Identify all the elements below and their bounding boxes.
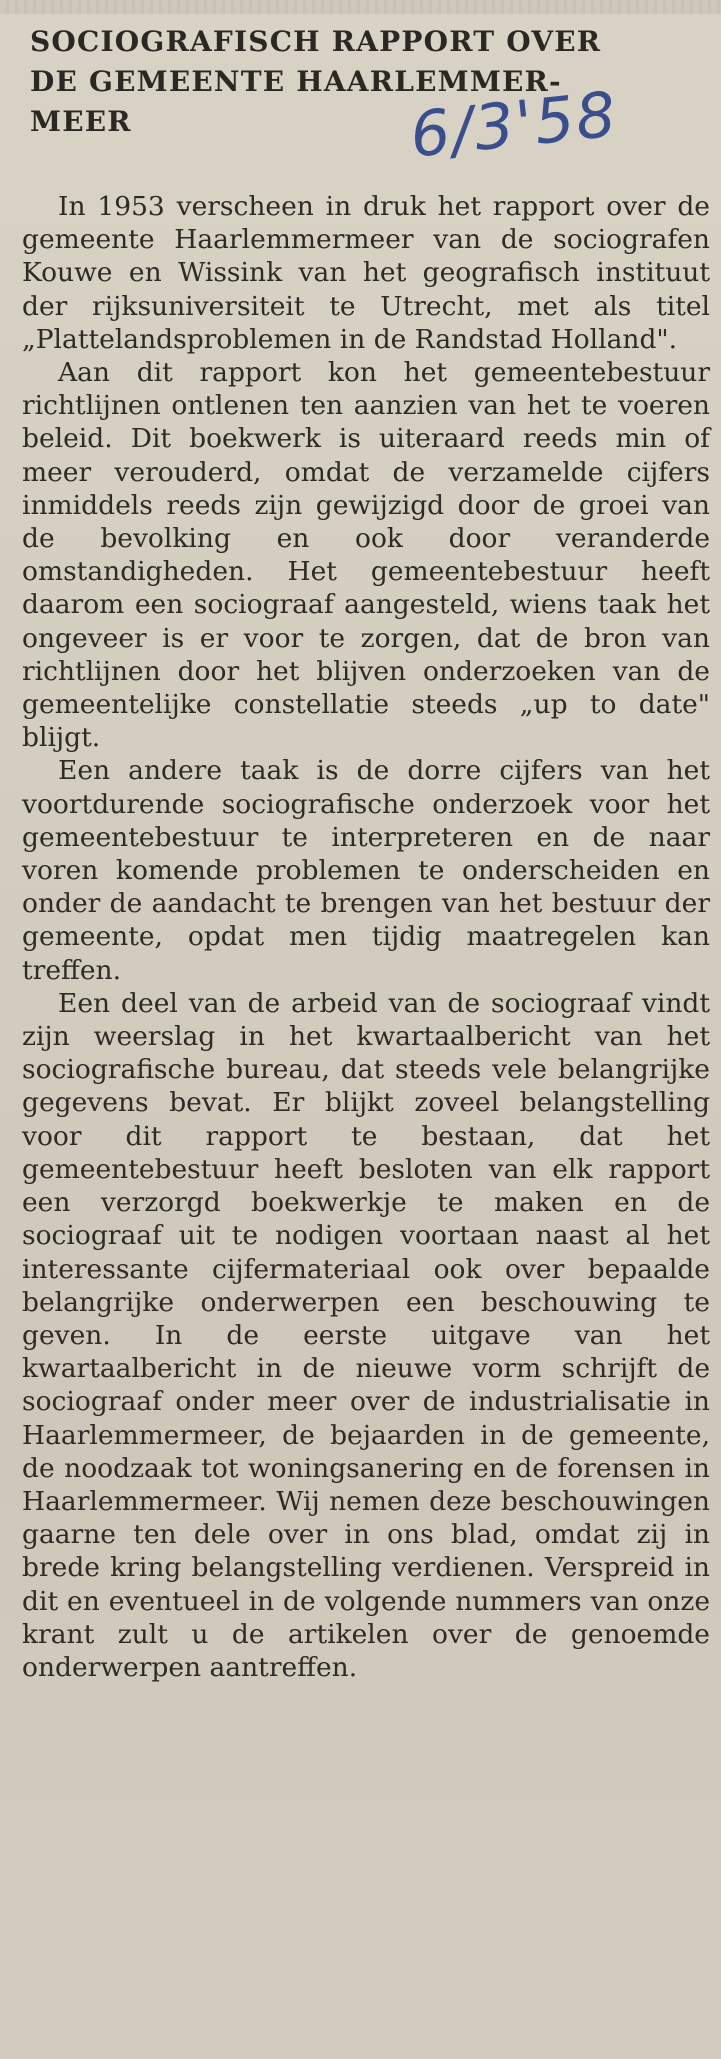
paragraph-4: Een deel van de arbeid van de sociograaf vindt zijn weerslag in het kwartaalbericht van het sociografische bureau, dat steeds vele belangrijke gegevens bevat. Er blijkt zoveel belangstelling voor dit rapport te bestaan, dat het gemeentebestuur heeft besloten van elk rapport een verzorgd boekwerkje te maken en de sociograaf uit te nodigen voortaan naast al het interessante cijfermateriaal ook over bepaalde belangrijke onderwerpen een beschouwing te geven. In de eerste uitgave van het kwartaalbericht in de nieuwe vorm schrijft de sociograaf onder meer over de industrialisatie in Haarlemmermeer, de bejaarden in de gemeente, de noodzaak tot woningsanering en de forensen in Haarlemmermeer. Wij nemen deze beschouwingen gaarne ten dele over in ons blad, omdat zij in brede kring belangstelling verdienen. Verspreid in dit en eventueel in de volgende nummers van onze krant zult u de artikelen over de genoemde onderwerpen aantreffen. <box>22 987 710 1683</box>
article-body <box>22 190 710 1684</box>
headline-line-2: DE GEMEENTE HAARLEMMER- <box>30 65 562 98</box>
paragraph-2: Aan dit rapport kon het gemeentebestuur richtlijnen ontlenen ten aanzien van het te voeren beleid. Dit boekwerk is uiteraard reeds min of meer verouderd, omdat de verzamelde cijfers inmiddels reeds zijn gewijzigd door de groei van de bevolking en ook door veranderde omstandigheden. Het gemeentebestuur heeft daarom een sociograaf aangesteld, wiens taak het ongeveer is er voor te zorgen, dat de bron van richtlijnen door het blijven onderzoeken van de gemeentelijke constellatie steeds „up to date" blijgt. <box>22 357 710 754</box>
paragraph-1: In 1953 verscheen in druk het rapport over de gemeente Haarlemmermeer van de sociografen Kouwe en Wissink van het geografisch instituut der rijksuniversiteit te Utrecht, met als titel „Plattelandsproblemen in de Randstad Holland". <box>22 191 710 355</box>
torn-top-edge <box>0 0 721 14</box>
headline-line-3: MEER <box>30 105 132 138</box>
handwritten-date: 6/3'58 <box>406 77 621 172</box>
headline-line-1: SOCIOGRAFISCH RAPPORT OVER <box>30 25 602 58</box>
paragraph-3: Een andere taak is de dorre cijfers van het voortdurende sociografische onderzoek voor het gemeentebestuur te interpreteren en de naar voren komende problemen te onderscheiden en onder de aandacht te brengen van het bestuur der gemeente, opdat men tijdig maatregelen kan treffen. <box>22 755 710 986</box>
